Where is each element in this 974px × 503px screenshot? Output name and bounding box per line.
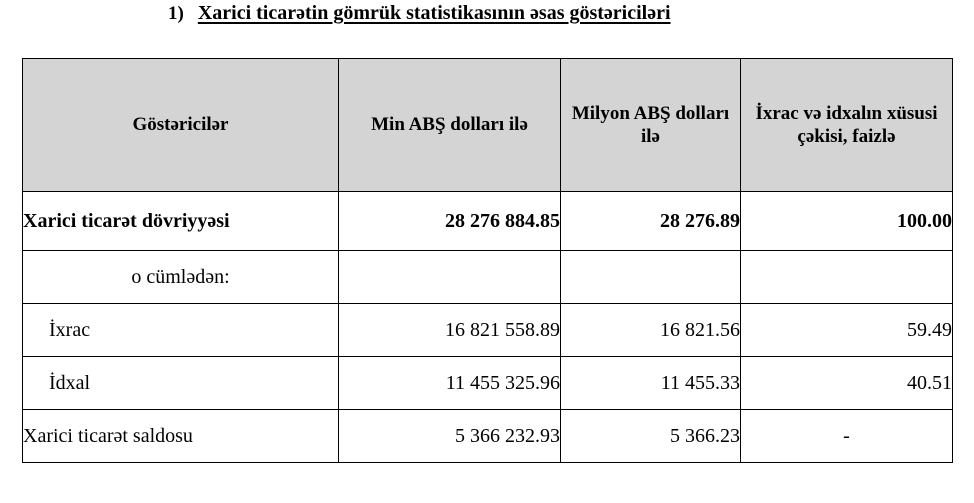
cell-turnover-thousand-usd: 28 276 884.85: [339, 192, 561, 251]
cell-export-thousand-usd: 16 821 558.89: [339, 304, 561, 357]
table-header: [23, 59, 953, 192]
cell-export-million-usd: 16 821.56: [561, 304, 741, 357]
row-label-including: o cümlədən:: [23, 251, 339, 304]
column-header-indicators: Göstəricilər: [23, 59, 339, 192]
cell-turnover-share: 100.00: [741, 192, 953, 251]
cell-including-million-usd: [561, 251, 741, 304]
table-row: [23, 357, 953, 410]
row-label-export: İxrac: [23, 304, 339, 357]
cell-import-share: 40.51: [741, 357, 953, 410]
page-title: Xarici ticarətin gömrük statistikasının əsas göstəriciləri: [197, 2, 671, 24]
column-header-share-percent: İxrac və idxalın xüsusi çəkisi, faizlə: [741, 59, 953, 192]
row-label-turnover: Xarici ticarət dövriyyəsi: [23, 192, 339, 251]
cell-export-share: 59.49: [741, 304, 953, 357]
cell-turnover-million-usd: 28 276.89: [561, 192, 741, 251]
cell-balance-million-usd: 5 366.23: [561, 410, 741, 463]
cell-import-million-usd: 11 455.33: [561, 357, 741, 410]
statistics-table: [22, 58, 953, 463]
cell-balance-thousand-usd: 5 366 232.93: [339, 410, 561, 463]
table-row: [23, 192, 953, 251]
row-label-balance: Xarici ticarət saldosu: [23, 410, 339, 463]
heading-number: 1): [168, 3, 184, 24]
row-label-import: İdxal: [23, 357, 339, 410]
table-row: [23, 410, 953, 463]
cell-balance-share: -: [741, 410, 953, 463]
section-heading: [168, 0, 974, 25]
cell-import-thousand-usd: 11 455 325.96: [339, 357, 561, 410]
column-header-million-usd: Milyon ABŞ dolları ilə: [561, 59, 741, 192]
table-row: [23, 251, 953, 304]
table-body: [23, 192, 953, 463]
cell-including-share: [741, 251, 953, 304]
table-header-row: [23, 59, 953, 192]
statistics-table-wrapper: [22, 58, 952, 463]
column-header-thousand-usd: Min ABŞ dolları ilə: [339, 59, 561, 192]
table-row: [23, 304, 953, 357]
cell-including-thousand-usd: [339, 251, 561, 304]
